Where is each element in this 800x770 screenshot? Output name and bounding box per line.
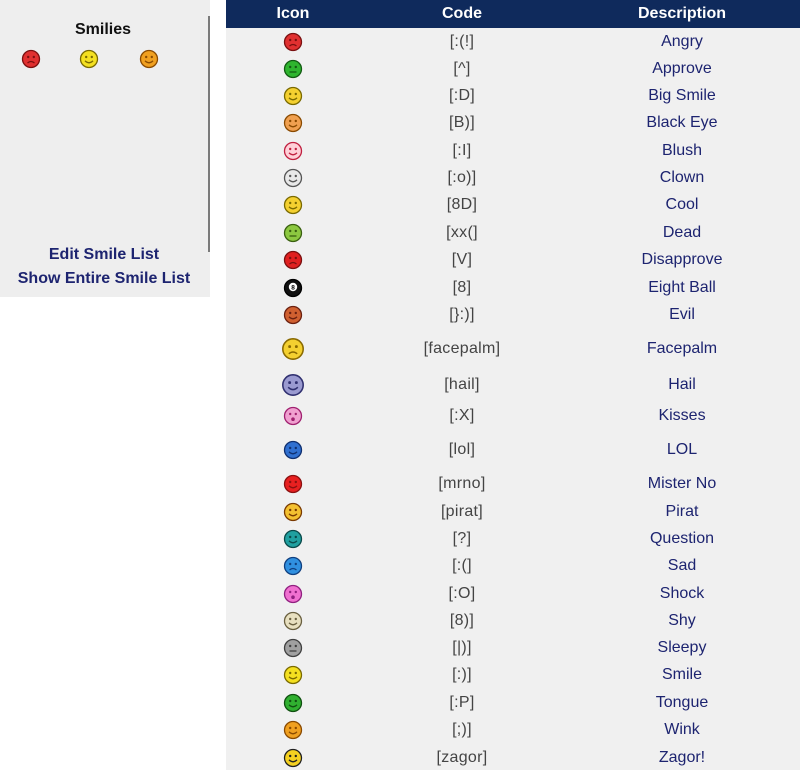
icon-cell [226,689,360,716]
shock-icon [283,584,303,604]
clown-icon [283,168,303,188]
table-row [226,82,800,109]
show-entire-smile-list-link[interactable]: Show Entire Smile List [17,270,191,287]
code-cell: [;)] [452,721,472,738]
sad-icon [283,556,303,576]
panel-divider [208,16,210,252]
table-header [226,0,800,28]
icon-cell [226,661,360,689]
eight-ball-icon [283,278,303,298]
code-cell: [8] [452,278,472,296]
icon-cell [226,401,360,431]
icon-cell [226,498,360,525]
icon-column-header: Icon [276,5,310,22]
evil-icon [283,305,303,325]
description-cell: Pirat [665,502,699,520]
table-row [226,219,800,246]
table-row [226,109,800,137]
question-icon [283,529,303,549]
wink-icon [283,720,303,740]
code-cell: [facepalm] [423,340,501,357]
description-cell: Mister No [647,474,717,492]
description-cell: Dead [662,223,702,241]
code-cell: [8)] [449,611,475,629]
description-cell: Sleepy [657,638,707,656]
table-row [226,552,800,580]
black-eye-icon [283,113,303,133]
smilies-title: Smilies [74,21,132,38]
table-row [226,634,800,661]
description-cell: Smile [661,666,702,683]
smile-smiley-button[interactable] [79,49,99,69]
table-row [226,689,800,716]
mister-no-icon [283,474,303,494]
angry-icon [21,49,41,69]
smile-icon [283,665,303,685]
description-cell: Shy [668,611,696,629]
table-row [226,716,800,744]
smilies-panel [0,0,210,297]
wink-icon [139,49,159,69]
icon-cell [226,369,360,401]
code-cell: [|)] [452,638,472,656]
description-cell: Tongue [655,693,709,711]
code-cell: [pirat] [440,502,484,520]
description-cell: Clown [659,168,705,186]
table-row [226,191,800,219]
code-column-header: Code [442,5,482,22]
table-row [226,246,800,274]
approve-icon [283,59,303,79]
smilies-table [226,0,800,770]
icon-cell [226,552,360,580]
kisses-icon [283,406,303,426]
icon-cell [226,301,360,329]
table-row [226,401,800,431]
description-cell: Evil [669,306,695,323]
description-cell: Black Eye [646,114,718,131]
description-cell: Wink [664,721,700,738]
icon-cell [226,469,360,498]
quick-smilies [0,49,206,71]
disapprove-icon [283,250,303,270]
table-row [226,137,800,164]
table-row [226,469,800,498]
icon-cell [226,82,360,109]
angry-icon [283,32,303,52]
table-row [226,164,800,191]
code-cell: [?] [452,529,472,547]
icon-cell [226,716,360,744]
zagor-icon [283,748,303,768]
icon-cell [226,525,360,552]
code-cell: [:O] [448,584,476,602]
cool-icon [283,195,303,215]
angry-smiley-button[interactable] [21,49,41,69]
description-cell: Approve [652,59,712,77]
description-cell: LOL [666,441,698,458]
description-cell: Angry [661,32,703,50]
code-cell: [V] [451,251,473,268]
shy-icon [283,611,303,631]
tongue-icon [283,693,303,713]
table-row [226,431,800,469]
description-cell: Shock [659,584,705,602]
table-row [226,607,800,634]
description-cell: Eight Ball [648,278,716,296]
icon-cell [226,634,360,661]
code-cell: [:(!] [449,32,475,50]
code-cell: [mrno] [438,474,486,492]
icon-cell [226,191,360,219]
icon-cell [226,274,360,301]
wink-smiley-button[interactable] [139,49,159,69]
description-cell: Blush [661,141,703,159]
table-row [226,580,800,607]
code-cell: [zagor] [436,748,488,766]
code-cell: [:P] [449,693,475,711]
code-cell: [:D] [448,86,476,104]
icon-cell [226,55,360,82]
code-cell: [:)] [452,666,472,683]
description-cell: Big Smile [648,86,716,104]
icon-cell [226,109,360,137]
smile-icon [79,49,99,69]
table-body [226,28,800,770]
table-row [226,744,800,770]
code-cell: [8D] [446,196,478,213]
table-row [226,301,800,329]
icon-cell [226,28,360,55]
description-cell: Sad [667,557,697,574]
table-row [226,329,800,369]
icon-cell [226,219,360,246]
table-row [226,661,800,689]
code-cell: [^] [453,59,471,77]
lol-icon [283,440,303,460]
code-cell: [lol] [448,441,476,458]
icon-cell [226,607,360,634]
description-cell: Facepalm [646,340,718,357]
code-cell: [hail] [444,376,480,393]
description-cell: Zagor! [658,748,706,766]
icon-cell [226,580,360,607]
icon-cell [226,744,360,770]
code-cell: [xx(] [446,223,478,241]
icon-cell [226,246,360,274]
code-cell: [:o)] [447,168,477,186]
code-cell: [B)] [448,114,476,131]
table-row [226,525,800,552]
table-row [226,369,800,401]
code-cell: [}:)] [449,306,475,323]
big-smile-icon [283,86,303,106]
table-row [226,274,800,301]
description-cell: Hail [668,376,696,393]
svg-text:8: 8 [291,284,295,292]
icon-cell [226,137,360,164]
icon-cell [226,431,360,469]
sleepy-icon [283,638,303,658]
table-row [226,28,800,55]
blush-icon [283,141,303,161]
description-column-header: Description [637,5,726,22]
dead-icon [283,223,303,243]
table-row [226,55,800,82]
code-cell: [:X] [449,407,475,424]
description-cell: Disapprove [641,251,723,268]
table-row [226,498,800,525]
facepalm-icon [281,337,305,361]
description-cell: Cool [665,196,699,213]
pirat-icon [283,502,303,522]
icon-cell [226,164,360,191]
code-cell: [:I] [452,141,472,159]
description-cell: Question [649,529,715,547]
icon-cell [226,329,360,369]
edit-smile-list-link[interactable]: Edit Smile List [48,246,160,263]
hail-icon [281,373,305,397]
description-cell: Kisses [658,407,706,424]
code-cell: [:(] [452,557,472,574]
